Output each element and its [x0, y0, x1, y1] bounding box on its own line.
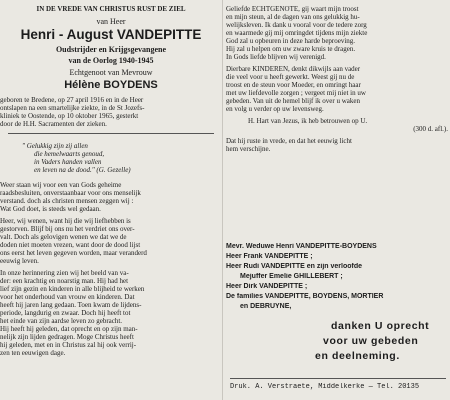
- text-line: Hij heeft hij geleden, dat oprecht en op zijn man-: [0, 325, 138, 333]
- header-line: van Heer: [96, 17, 126, 26]
- text-line: welijksleven. Ik dank u vooral voor de tedere zorg: [226, 21, 367, 29]
- text-line: Hij zal u helpen om uw zware kruis te dragen.: [226, 45, 356, 53]
- text-line: God zal u opbeuren in deze harde beproeving.: [226, 37, 356, 45]
- quote-line: " Gelukkig zijn zij allen: [22, 142, 88, 150]
- family-line: Mejuffer Emelie GHILLEBERT ;: [240, 273, 343, 280]
- divider: [8, 133, 214, 134]
- text-line: lief zijn gezin en kinderen in alle blijheid te werken: [0, 285, 145, 293]
- text-line: en volg u verder op uw levensweg.: [226, 105, 324, 113]
- family-line: Mevr. Weduwe Henri VANDEPITTE-BOYDENS: [226, 243, 377, 250]
- text-line: In Gods liefde blijven wij verenigd.: [226, 53, 326, 61]
- text-line: hij geleden, met en in Christus zal hij ook verrij-: [0, 341, 137, 349]
- text-line: Dierbare KINDEREN, denkt dikwijls aan vader: [226, 65, 361, 73]
- family-line: De families VANDEPITTE, BOYDENS, MORTIER: [226, 293, 384, 300]
- quote-line: en leven na de dood." (G. Gezelle): [34, 166, 131, 174]
- text-line: en waarmede gij mij omringdet tijdens mijn ziekte: [226, 29, 368, 37]
- text-line: hem verschijne.: [226, 145, 271, 153]
- text-line: heeft hij jaren lang gedaan. Toen kwam de lijdens-: [0, 301, 142, 309]
- text-line: valt. Doch als gelovigen wenen we dat we de: [0, 233, 127, 241]
- thanks-line: voor uw gebeden: [323, 335, 419, 347]
- text-line: Dat hij ruste in vrede, en dat het eeuwig licht: [226, 137, 352, 145]
- prayer-line: H. Hart van Jezus, ik heb betrouwen op U.: [248, 117, 368, 125]
- thanks-line: danken U oprecht: [331, 320, 430, 332]
- thanks-line: en deelneming.: [315, 350, 400, 362]
- left-page: [0, 0, 223, 400]
- header-line: van de Oorlog 1940-1945: [68, 56, 154, 65]
- text-line: en mijn steun, al de dagen van ons gelukkig hu-: [226, 13, 360, 21]
- printer-imprint: Druk. A. Verstraete, Middelkerke — Tel. 20135: [230, 383, 420, 391]
- text-line: troost en de steun voor Moeder, en omringt haar: [226, 81, 361, 89]
- text-line: der: een krachtig en noarstig man. Hij had het: [0, 277, 129, 285]
- text-line: Heer, wij wenen, want hij die wij liefhebben is: [0, 217, 131, 225]
- header-line: Oudstrijder en Krijgsgevangene: [55, 45, 167, 54]
- family-line: en DEBRUYNE,: [240, 303, 292, 310]
- header-line: IN DE VREDE VAN CHRISTUS RUST DE ZIEL: [36, 5, 186, 13]
- text-line: ons eerst het leven gegeven worden, maar veranderd: [0, 249, 147, 257]
- text-line: zen ten eeuwigen dage.: [0, 349, 66, 357]
- quote-line: in Vaders handen vallen: [34, 158, 102, 166]
- text-line: gestorven. Blijf bij ons nu het verdriet ons over-: [0, 225, 135, 233]
- bio-line: door de H.H. Sacramenten der zieken.: [0, 120, 107, 128]
- text-line: periode, langdurig en zwaar. Doch hij heeft tot: [0, 309, 131, 317]
- text-line: raadsbesluiten, onverstaanbaar voor ons menselijk: [0, 189, 141, 197]
- deceased-name: Henri - August VANDEPITTE: [20, 27, 202, 42]
- divider: [230, 378, 446, 379]
- bio-line: kliniek te Oostende, op 10 oktober 1965, gesterkt: [0, 112, 139, 120]
- family-line: Heer Frank VANDEPITTE ;: [226, 253, 313, 260]
- spouse-name: Hélène BOYDENS: [64, 79, 158, 91]
- text-line: doden niet moeten vrezen, want door de dood lijst: [0, 241, 141, 249]
- header-line: Echtgenoot van Mevrouw: [69, 68, 153, 77]
- text-line: voor het onderhoud van vrouw en kinderen. Dat: [0, 293, 135, 301]
- text-line: Weer staan wij voor een van Gods geheime: [0, 181, 122, 189]
- text-line: eeuwig leven.: [0, 257, 39, 265]
- text-line: Wat God doet, is steeds wel gedaan.: [0, 205, 101, 213]
- bio-line: ontslapen na een smartelijke ziekte, in de St Jozefs-: [0, 104, 145, 112]
- text-line: die veel voor u heeft gewerkt. Weest gij nu de: [226, 73, 355, 81]
- indulgence-note: (300 d. afl.).: [413, 125, 448, 133]
- text-line: Geliefde ECHTGENOTE, gij waart mijn troost: [226, 5, 359, 13]
- family-line: Heer Dirk VANDEPITTE ;: [226, 283, 308, 290]
- text-line: verstand. doch als christen mensen zeggen wij :: [0, 197, 134, 205]
- bio-line: geboren te Bredene, op 27 april 1916 en in de Heer: [0, 96, 144, 104]
- text-line: met uw liefdevolle zorgen ; vergeet mij niet in uw: [226, 89, 366, 97]
- text-line: gebeden. Van uit de hemel blijf ik over u waken: [226, 97, 360, 105]
- text-line: het einde van zijn aardse leven zo gebracht.: [0, 317, 123, 325]
- right-page: [226, 0, 450, 400]
- text-line: nelijk zijn lijden gedragen. Moge Christus heeft: [0, 333, 134, 341]
- family-line: Heer Rudi VANDEPITTE en zijn verloofde: [226, 263, 363, 270]
- text-line: In onze herinnering zien wij het beeld van va-: [0, 269, 129, 277]
- quote-line: die hemelwaarts genoud,: [34, 150, 105, 158]
